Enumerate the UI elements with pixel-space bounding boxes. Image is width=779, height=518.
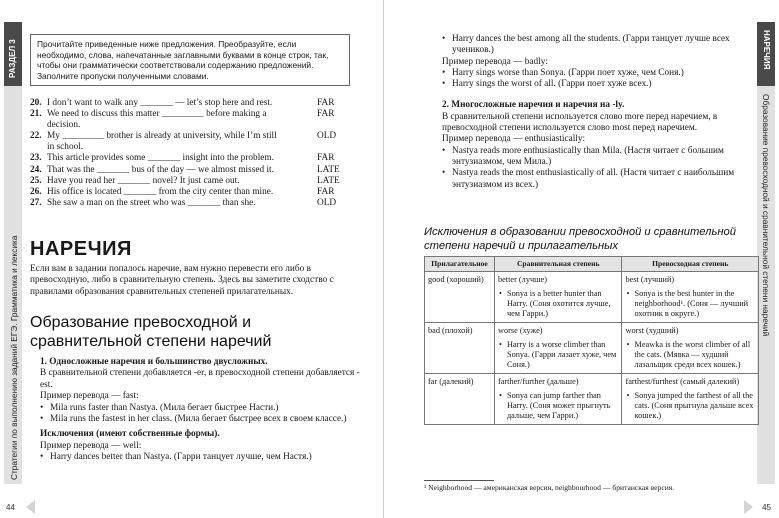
left-section-label: РАЗДЕЛ 3 (8, 39, 17, 78)
exercise-number: 27. (30, 197, 42, 208)
exercise-continuation: in school. (47, 142, 84, 153)
exercise-text: His office is located _______ from the city center than mine. (47, 186, 274, 197)
left-section-tab (4, 22, 22, 86)
superlative-example: • Sonya jumped the farthest of all the cats. (Соня прыгнула дальше всех кошек.) (625, 391, 755, 421)
superlative-cell (622, 374, 759, 425)
table-header-cell: Сравнительная степень (494, 257, 622, 272)
comparative-cell (494, 272, 622, 323)
comparative-example: • Harry is a worse climber than Sonya. (Гарри лазает хуже, чем Соня.) (498, 340, 619, 370)
example-bullet: • Harry sings worse than Sonya. (Гарри поет хуже, чем Соня.) (432, 68, 757, 79)
superlative-form: best (лучший) (625, 275, 675, 284)
table-header-cell: Прилагательное (425, 257, 495, 272)
table-header-row (425, 257, 759, 272)
adjective-cell: far (далекий) (425, 374, 495, 425)
right-page-number: 45 (762, 503, 771, 512)
exercise-text: This article provides some _______ insight into the problem. (47, 153, 274, 164)
example-bullet: • Harry sings the worst of all. (Гарри поет хуже всех.) (432, 79, 757, 90)
exercise-key-word: FAR (317, 109, 335, 120)
exercise-key-word: OLD (317, 131, 337, 142)
exercise-number: 21. (30, 109, 42, 120)
comparative-form: worse (хуже) (497, 326, 543, 335)
left-side-title: Стратегии по выполнению заданий ЕГЭ. Грамматика и лексика (9, 235, 19, 480)
rule-two-text: В сравнительной степени используется слово more перед наречием, в превосходной степени используется слово most перед наречием. (442, 111, 718, 134)
example-bullet: • Nastya reads more enthusiastically than Mila. (Настя читает с большим энтузиазмом, чем Мила.) (432, 146, 757, 169)
superlative-form: farthest/furthest (самый далекий) (625, 377, 740, 386)
exercise-row (30, 131, 360, 142)
superlative-example: • Meawka is the worst climber of all the cats. (Мявка — худший лазальщик среди всех кошек.) (625, 340, 755, 370)
superlative-cell (622, 323, 759, 374)
right-section-tab (757, 22, 775, 86)
exceptions-table (424, 256, 759, 425)
right-page (386, 0, 779, 518)
example-bullet: • Harry dances the best among all the students. (Гарри танцует лучше всех учеников.) (432, 34, 757, 57)
rule-two-example-label: Пример перевода — enthusiastically: (442, 134, 586, 145)
left-side-tab (4, 22, 22, 484)
section-heading: НАРЕЧИЯ (30, 238, 132, 260)
superlative-cell (622, 272, 759, 323)
example-bullet: • Mila runs the fastest in her class. (Мила бегает быстрее всех в своем классе.) (30, 414, 360, 425)
rule-one-block (30, 357, 360, 464)
left-page (0, 0, 384, 518)
superlative-form: worst (худший) (625, 326, 679, 335)
table-row (425, 374, 759, 425)
table-row (425, 323, 759, 374)
right-body (432, 34, 757, 191)
exercise-key-word: FAR (317, 98, 335, 108)
exercise-row (30, 198, 360, 209)
exercise-text: Have you read her _______ novel? It just came out. (47, 175, 240, 186)
exercise-text: My _________ brother is already at university, while I’m still (47, 131, 277, 142)
exceptions-title: Исключения (имеют собственные формы). (40, 429, 220, 440)
exercise-text: We need to discuss this matter _________ before making a (47, 109, 267, 120)
right-side-title: Образование превосходной и сравнительной степени наречий (761, 94, 771, 337)
subsection-heading: Образование превосходной и сравнительной степени наречий (30, 314, 272, 350)
exercise-text: I don’t want to walk any _______ — let’s stop here and rest. (47, 98, 273, 108)
exercise-continuation: decision. (47, 120, 81, 131)
comparative-form: better (лучше) (497, 275, 547, 284)
exercise-list (30, 98, 360, 209)
adjective-cell: good (хороший) (425, 272, 495, 323)
table-row (425, 272, 759, 323)
rule-one-text: В сравнительной степени добавляется -er, в превосходной степени добавляется -est. (40, 368, 360, 390)
exercise-row (30, 98, 360, 109)
exercise-number: 20. (30, 98, 42, 108)
exercise-key-word: FAR (317, 186, 335, 197)
rule-one-example-label: Пример перевода — fast: (40, 391, 139, 402)
exercise-row (30, 187, 360, 198)
comparative-cell (494, 323, 622, 374)
left-page-number: 44 (6, 503, 15, 512)
exceptions-example-label: Пример перевода — well: (40, 440, 142, 451)
exercise-key-word: OLD (317, 197, 337, 208)
exercise-key-word: FAR (317, 153, 335, 164)
exercise-text: She saw a man on the street who was _______ than she. (47, 197, 256, 208)
table-header-cell: Превосходная степень (622, 257, 759, 272)
task-instructions-box: Прочитайте приведенные ниже предложения. Преобразуйте, если необходимо, слова, напечатанные заглавными буквами в конце строк, так, чтобы они грамматически соответствовали содержанию предложений. Заполните пропуски полученными словами. (30, 34, 350, 86)
footnote: ¹ Neighborhood — американская версия, neighbourhood — британская версия. (424, 483, 675, 492)
table-heading: Исключения в образовании превосходной и сравнительной степени наречий и прилагательных (424, 226, 736, 252)
comparative-form: farther/further (дальше) (497, 377, 579, 386)
right-side-tab (757, 22, 775, 484)
exercise-row (30, 153, 360, 164)
exercise-number: 23. (30, 153, 42, 164)
right-corner-arrow (744, 500, 753, 514)
exercise-number: 24. (30, 164, 42, 175)
exercise-key-word: LATE (317, 164, 340, 175)
example-bullet: • Nastya reads the most enthusiastically of all. (Настя читает с наибольшим энтузиазмом из всех.) (432, 168, 757, 191)
example-bullet: • Mila runs faster than Nastya. (Мила бегает быстрее Насти.) (30, 403, 360, 414)
exercise-number: 22. (30, 131, 42, 142)
comparative-cell (494, 374, 622, 425)
rule-one-title: 1. Односложные наречия и большинство двусложных. (40, 357, 268, 367)
footnote-rule (424, 480, 494, 481)
right-section-label: НАРЕЧИЯ (762, 30, 771, 70)
exercise-row (30, 165, 360, 176)
badly-example-label: Пример перевода — badly: (442, 56, 548, 67)
rule-two-title: 2. Многосложные наречия и наречия на -ly. (442, 100, 625, 111)
example-bullet: • Harry dances better than Nastya. (Гарри танцует лучше, чем Настя.) (30, 452, 360, 463)
superlative-example: • Sonya is the best hunter in the neighborhood¹. (Соня — лучший охотник в округе.) (625, 289, 755, 319)
left-corner-arrow (26, 500, 35, 514)
exercise-row (30, 109, 360, 120)
exercise-text: That was the _______ bus of the day — we almost missed it. (47, 164, 274, 175)
exercise-number: 25. (30, 175, 42, 186)
adjective-cell: bad (плохой) (425, 323, 495, 374)
exercise-row (30, 176, 360, 187)
exercise-key-word: LATE (317, 175, 340, 186)
comparative-example: • Sonya can jump farther than Harry. (Соня может прыгнуть дальше, чем Гарри.) (498, 391, 619, 421)
comparative-example: • Sonya is a better hunter than Harry. (Соня охотится лучше, чем Гарри.) (498, 289, 619, 319)
exercise-number: 26. (30, 186, 42, 197)
intro-paragraph: Если вам в задании попалось наречие, вам нужно перевести его либо в превосходную, либо в сравнительную степень. Здесь вы заметите сходство с правилами образования сравнительных степеней прилагательных. (30, 264, 334, 297)
